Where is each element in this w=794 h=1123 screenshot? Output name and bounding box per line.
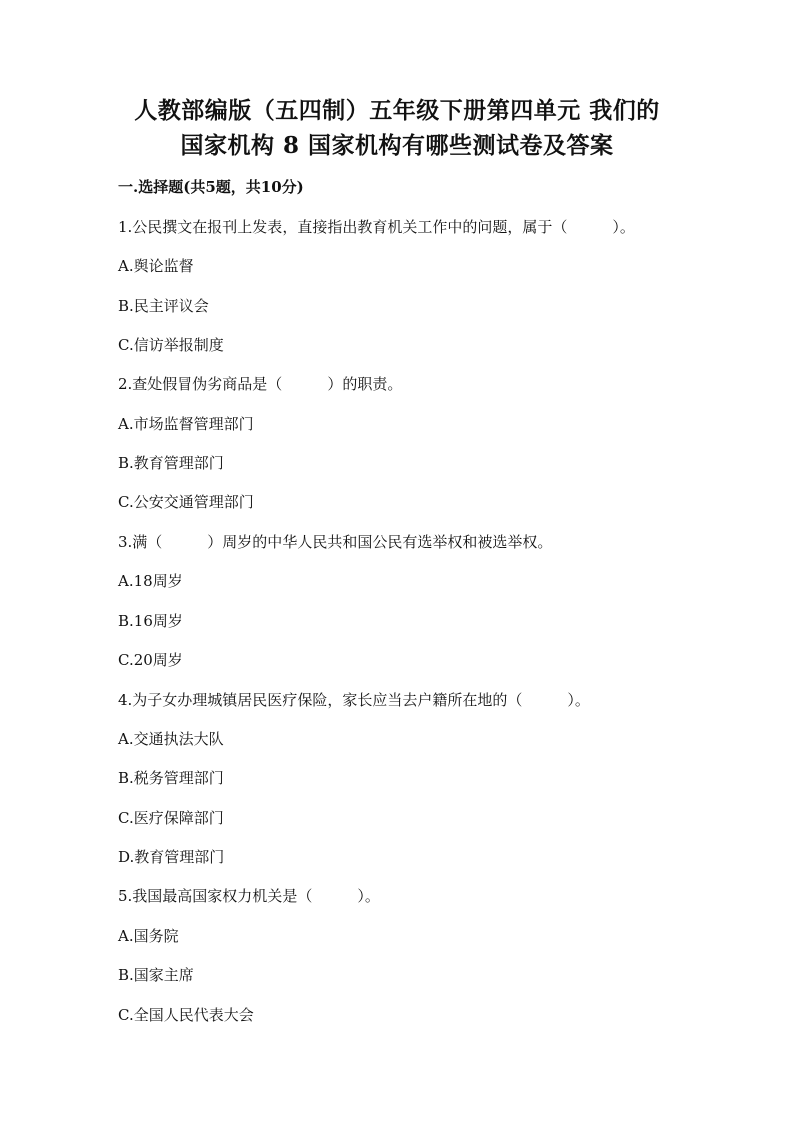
- question-4-option-d: D.教育管理部门: [118, 848, 225, 866]
- question-5-option-c: C.全国人民代表大会: [118, 1006, 254, 1024]
- question-4-option-b: B.税务管理部门: [118, 769, 224, 787]
- question-2-option-a: A.市场监督管理部门: [118, 415, 254, 433]
- question-5-option-b: B.国家主席: [118, 966, 194, 984]
- question-1-option-a: A.舆论监督: [118, 257, 194, 275]
- question-2-stem: 2.查处假冒伪劣商品是（ ）的职责。: [118, 375, 403, 393]
- question-1-option-c: C.信访举报制度: [118, 336, 224, 354]
- document-title-line-2: 国家机构 8 国家机构有哪些测试卷及答案: [180, 132, 614, 159]
- section-heading: 一.选择题(共5题，共10分): [118, 178, 304, 196]
- question-1-option-b: B.民主评议会: [118, 297, 209, 315]
- question-3-stem: 3.满（ ）周岁的中华人民共和国公民有选举权和被选举权。: [118, 533, 553, 551]
- question-4-stem: 4.为子女办理城镇居民医疗保险，家长应当去户籍所在地的（ ）。: [118, 691, 590, 709]
- question-3-option-c: C.20周岁: [118, 651, 183, 669]
- question-1-stem: 1.公民撰文在报刊上发表，直接指出教育机关工作中的问题，属于（ ）。: [118, 218, 635, 236]
- question-2-option-b: B.教育管理部门: [118, 454, 224, 472]
- question-2-option-c: C.公安交通管理部门: [118, 493, 254, 511]
- question-5-option-a: A.国务院: [118, 927, 179, 945]
- question-5-stem: 5.我国最高国家权力机关是（ ）。: [118, 887, 380, 905]
- question-3-option-b: B.16周岁: [118, 612, 183, 630]
- document-title-line-1: 人教部编版（五四制）五年级下册第四单元 我们的: [134, 97, 660, 124]
- question-4-option-c: C.医疗保障部门: [118, 809, 224, 827]
- question-3-option-a: A.18周岁: [118, 572, 183, 590]
- question-4-option-a: A.交通执法大队: [118, 730, 224, 748]
